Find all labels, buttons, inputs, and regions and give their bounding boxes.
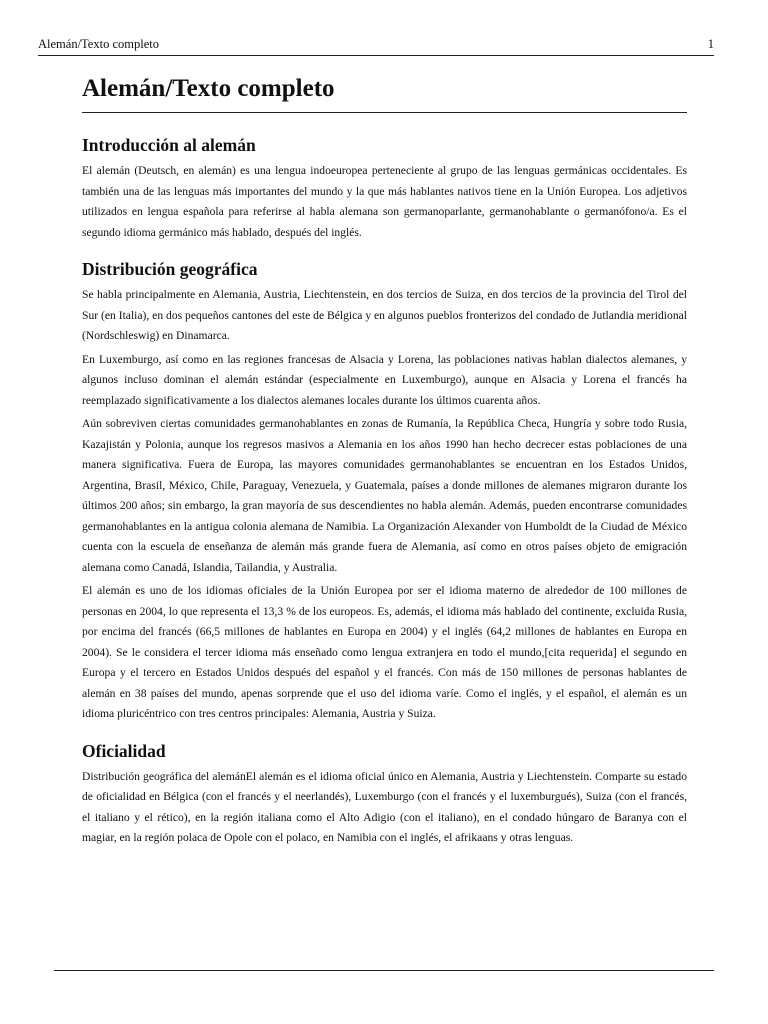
section-distribucion	[82, 257, 687, 725]
paragraph: El alemán es uno de los idiomas oficiales de la Unión Europea por ser el idioma materno de alrededor de 100 millones de personas en 2004, lo que representa el 13,3 % de los europeos. Es, además, el idioma más hablado del continente, excluida Rusia, por encima del francés (66,5 millones de hablantes en Europa en 2004) y el inglés (64,2 millones de hablantes en Europa en 2004). Se le considera el tercer idioma más enseñado como lengua extranjera en todo el mundo,[cita requerida] el segundo en Europa y el tercero en Estados Unidos después del español y el francés. Con más de 150 millones de personas hablantes de alemán en 38 países del mundo, apenas sorprende que el uso del idioma varíe. Como el inglés, y el español, el alemán es un idioma pluricéntrico con tres centros principales: Alemania, Austria y Suiza.	[82, 584, 687, 720]
section-heading: Distribución geográfica	[82, 259, 258, 279]
footer-rule	[54, 970, 714, 971]
page-title: Alemán/Texto completo	[82, 72, 687, 113]
section-heading: Oficialidad	[82, 740, 166, 761]
document-body	[82, 72, 687, 849]
paragraph: Distribución geográfica del alemánEl alemán es el idioma oficial único en Alemania, Austria y Liechtenstein. Comparte su estado de oficialidad en Bélgica (con el francés y el neerlandés), Luxemburgo (con el francés y el luxemburgués), Suiza (con el francés, el italiano y el rético), en la región italiana como el Alto Adigio (con el italiano), en el condado húngaro de Baranya con el magiar, en la región polaca de Opole con el polaco, en Namibia con el inglés, el afrikaans y otras lenguas.	[82, 769, 687, 844]
paragraph: Aún sobreviven ciertas comunidades germanohablantes en zonas de Rumanía, la República Checa, Hungría y sobre todo Rusia, Kazajistán y Polonia, aunque los regresos masivos a Alemania en los años 1990 han hecho decrecer estas poblaciones de una manera significativa. Fuera de Europa, las mayores comunidades germanohablantes se encuentran en los Estados Unidos, Argentina, Brasil, México, Chile, Paraguay, Venezuela, y Guatemala, países a donde millones de alemanes migraron durante los últimos 200 años; sin embargo, la gran mayoría de sus descendientes no habla alemán. Además, pueden encontrarse comunidades germanohablantes en la antigua colonia alemana de Namibia. La Organización Alexander von Humboldt de la Ciudad de México cuenta con la escuela de enseñanza de alemán más grande fuera de Alemania, así como en otros países objeto de emigración alemana como Canadá, Islandia, Tailandia, y Australia.	[82, 417, 687, 574]
section-heading: Introducción al alemán	[82, 135, 256, 155]
running-header	[38, 36, 714, 56]
section-oficialidad	[82, 739, 687, 849]
paragraph: Se habla principalmente en Alemania, Austria, Liechtenstein, en dos tercios de Suiza, en dos tercios de la provincia del Tirol del Sur (en Italia), en dos pequeños cantones del este de Bélgica y en algunos pueblos fronterizos del condado de Jutlandia meridional (Nordschleswig) en Dinamarca.	[82, 288, 687, 342]
section-introduccion	[82, 133, 687, 243]
paragraph: El alemán (Deutsch, en alemán) es una lengua indoeuropea perteneciente al grupo de las lenguas germánicas occidentales. Es también una de las lenguas más importantes del mundo y la que más hablantes nativos tiene en la Unión Europea. Los adjetivos utilizados en lengua española para referirse al habla alemana son germanoparlante, germanohablante o germanófono/a. Es el segundo idioma germánico más hablado, después del inglés.	[82, 164, 687, 239]
paragraph: En Luxemburgo, así como en las regiones francesas de Alsacia y Lorena, las poblaciones nativas hablan dialectos alemanes, y algunos incluso dominan el alemán estándar (especialmente en Luxemburgo), aunque en Alsacia y Lorena el francés ha reemplazado significativamente a los dialectos alemanes locales durante los últimos cuarenta años.	[82, 352, 687, 407]
page-number: 1	[707, 37, 714, 51]
running-title: Alemán/Texto completo	[38, 37, 159, 51]
